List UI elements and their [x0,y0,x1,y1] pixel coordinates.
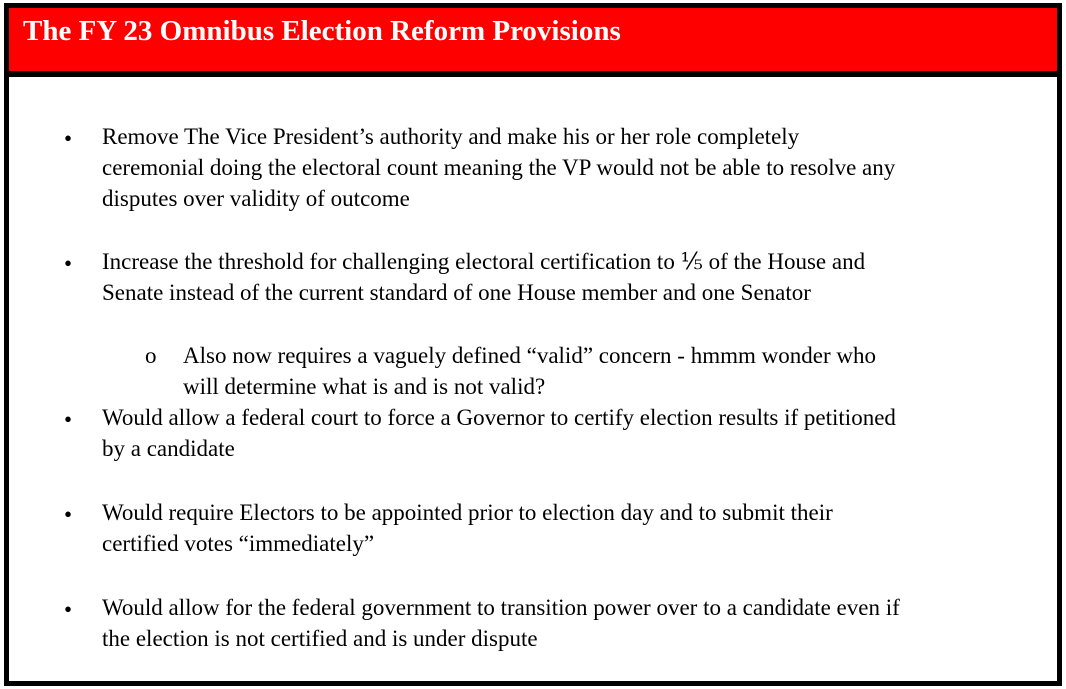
bullet-icon: • [64,251,73,276]
bullet-icon: • [64,126,73,151]
bullet-icon: • [64,502,73,527]
provision-text: Would require Electors to be appointed prior to election day and to submit their certified votes “immediately” [102,500,833,556]
bullet-icon: • [64,597,73,622]
provision-subtext: Also now requires a vaguely defined “valid” concern - hmmm wonder who will determine what is and is not valid? [183,343,876,399]
provision-text: Would allow a federal court to force a Governor to certify election results if petitioned by a candidate [102,405,896,461]
provision-text: Increase the threshold for challenging electoral certification to ⅕ of the House and Senate instead of the current standard of one House member and one Senator [102,249,866,305]
provision-text: Remove The Vice President’s authority and make his or her role completely ceremonial doing the electoral count meaning the VP would not be able to resolve any disputes over validity of outcome [102,124,896,211]
bullet-icon: • [64,407,73,432]
provision-text: Would allow for the federal government to transition power over to a candidate even if the election is not certified and is under dispute [102,595,900,651]
sub-bullet-icon: o [145,343,157,368]
slide-frame [4,3,1062,686]
slide-title: The FY 23 Omnibus Election Reform Provisions [23,15,621,47]
title-bar [9,8,1057,77]
